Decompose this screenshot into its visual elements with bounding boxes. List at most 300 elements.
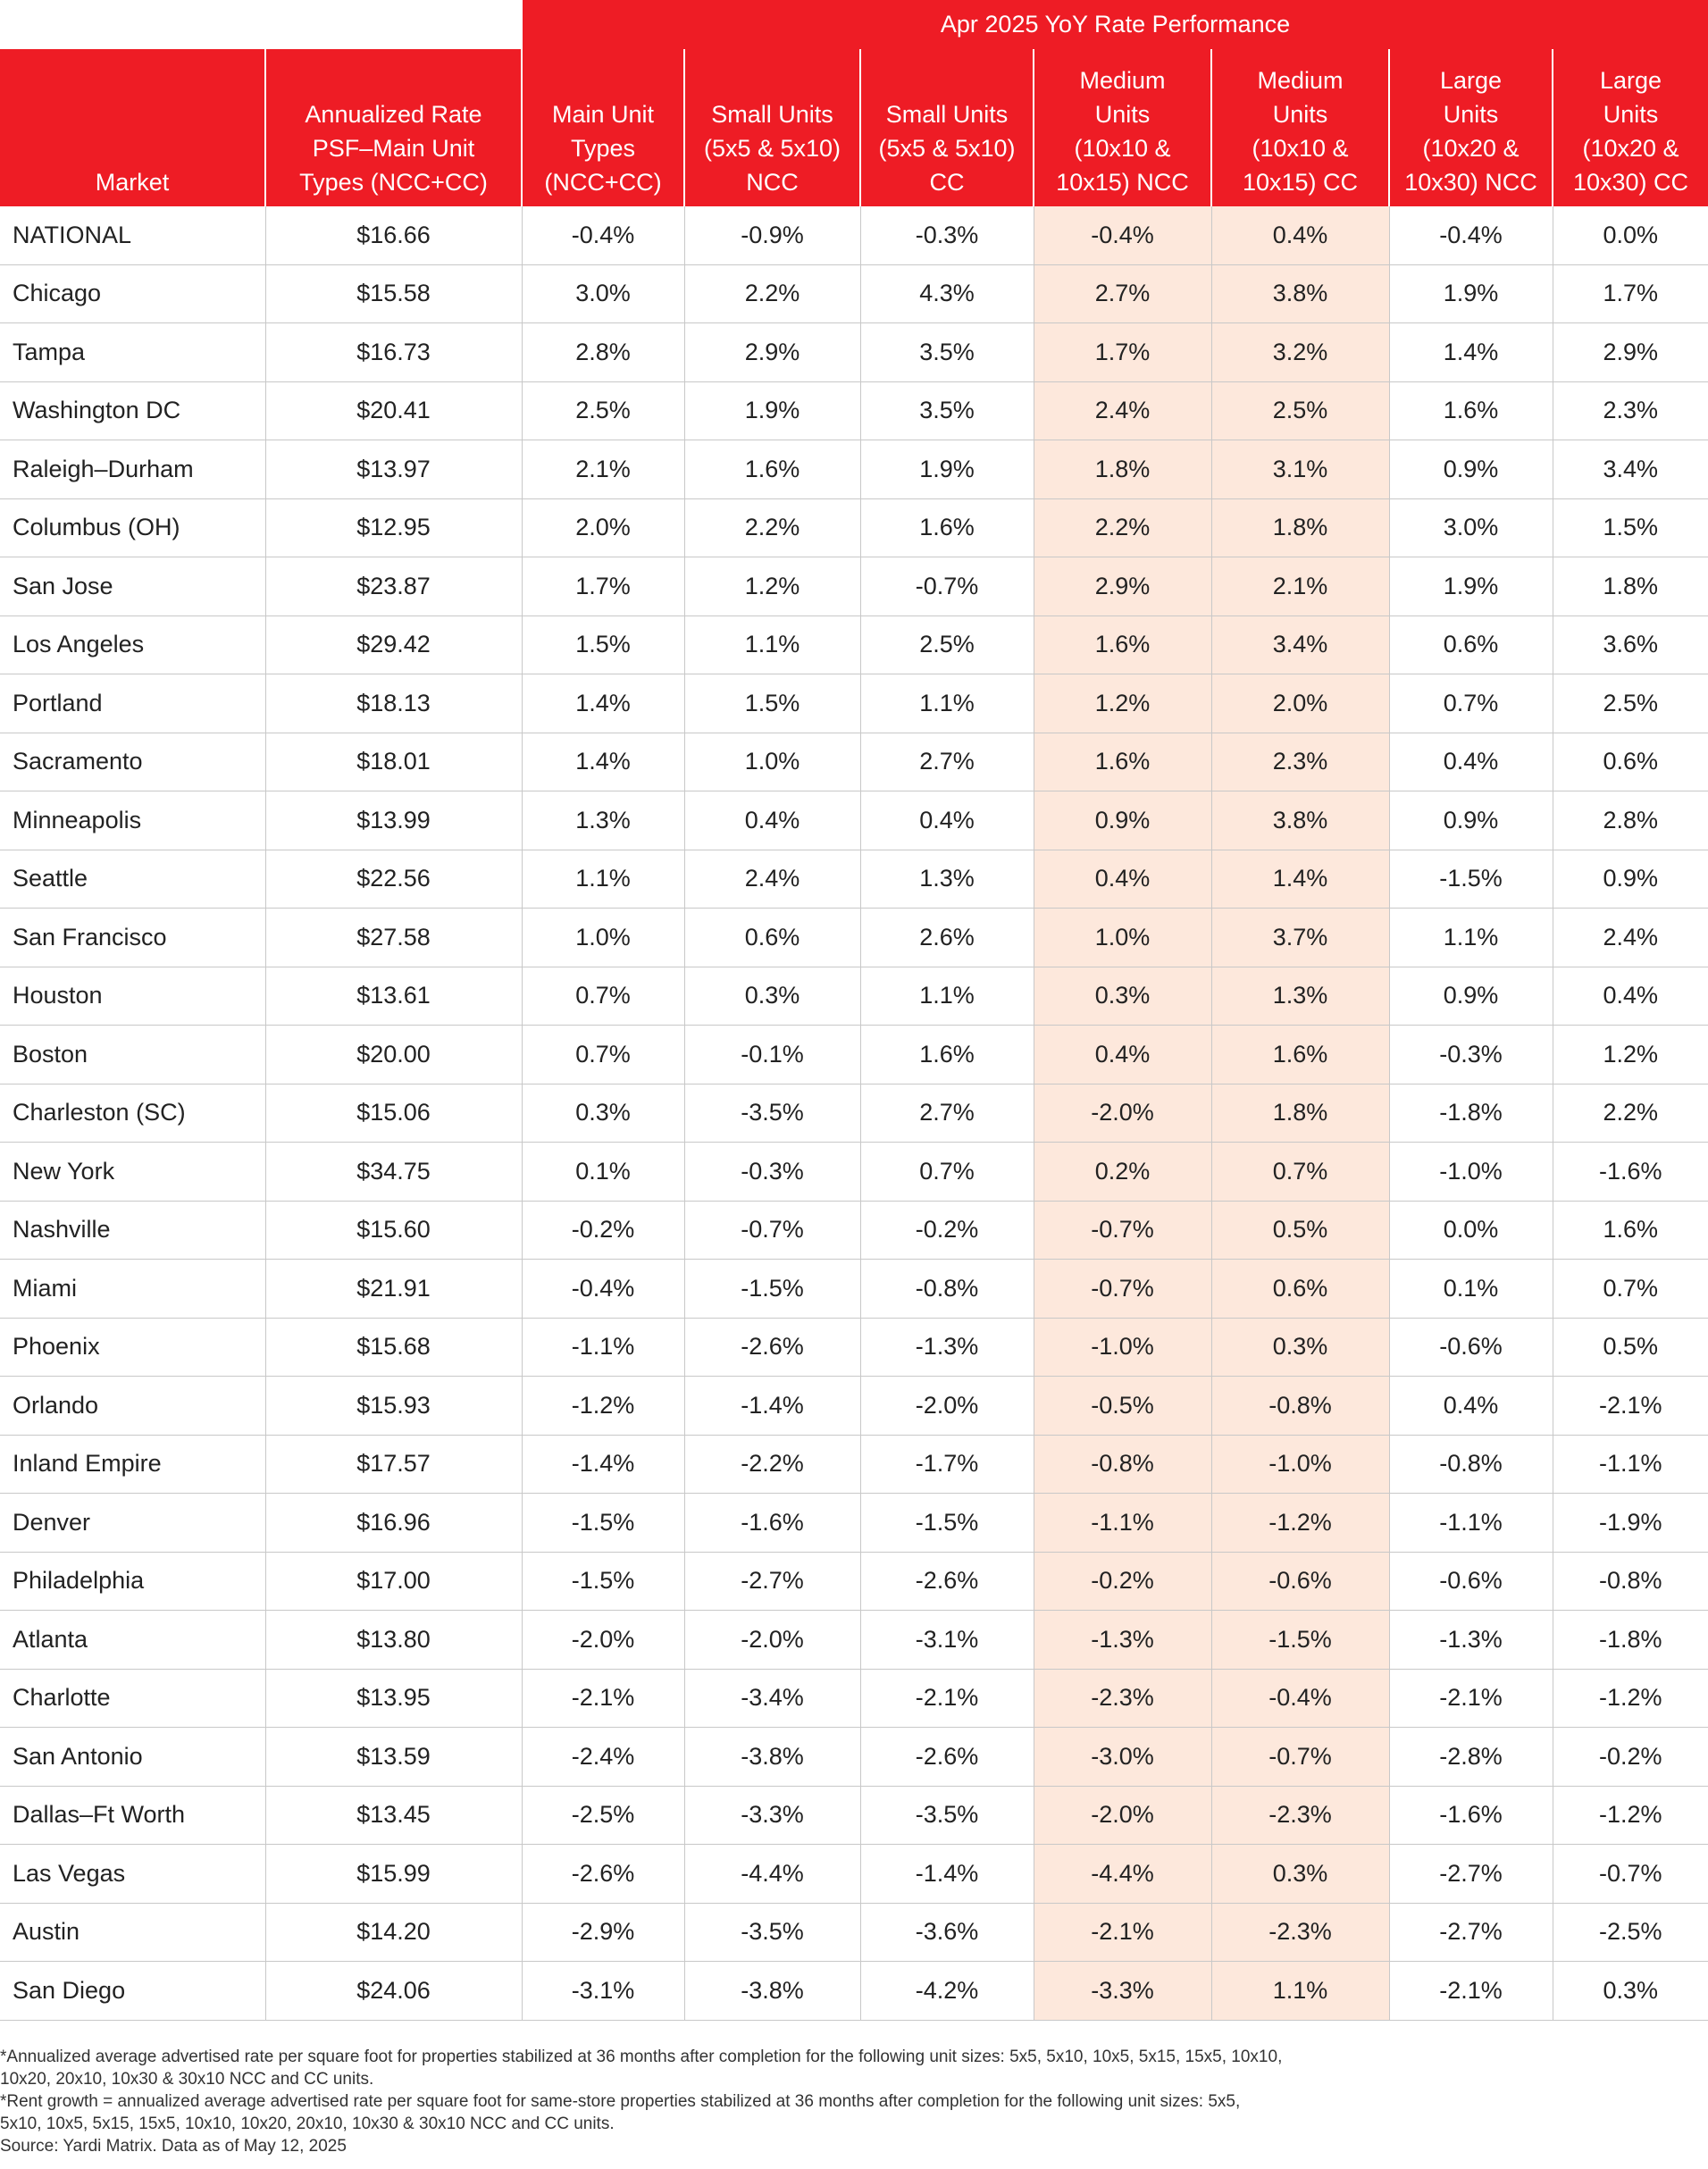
- table-row: [0, 323, 1708, 382]
- market-name-cell: Dallas–Ft Worth: [0, 1786, 265, 1845]
- value-cell: -1.6%: [1389, 1786, 1553, 1845]
- value-cell: $15.99: [265, 1845, 522, 1904]
- market-name-cell: Phoenix: [0, 1318, 265, 1377]
- column-header-4: Small Units (5x5 & 5x10) CC: [860, 49, 1034, 206]
- value-cell: -1.1%: [1389, 1494, 1553, 1553]
- value-cell: -0.8%: [860, 1260, 1034, 1319]
- value-cell: 3.5%: [860, 381, 1034, 440]
- value-cell: 1.5%: [1553, 498, 1708, 557]
- market-name-cell: Houston: [0, 967, 265, 1026]
- value-cell: 1.5%: [684, 674, 860, 733]
- market-name-cell: Miami: [0, 1260, 265, 1319]
- value-cell: -1.3%: [860, 1318, 1034, 1377]
- value-cell: -3.8%: [684, 1962, 860, 2021]
- value-cell: 1.6%: [860, 1026, 1034, 1084]
- value-cell: 2.2%: [684, 264, 860, 323]
- value-cell: $18.01: [265, 733, 522, 791]
- value-cell: -0.8%: [1553, 1552, 1708, 1611]
- value-cell: -2.2%: [684, 1435, 860, 1494]
- value-cell: -2.0%: [522, 1611, 684, 1670]
- value-cell: -1.5%: [1389, 850, 1553, 909]
- table-row: [0, 1318, 1708, 1377]
- value-cell: -2.3%: [1211, 1786, 1389, 1845]
- table-row: [0, 1669, 1708, 1728]
- value-cell: 1.3%: [1211, 967, 1389, 1026]
- value-cell: 0.0%: [1553, 206, 1708, 264]
- value-cell: 1.4%: [1211, 850, 1389, 909]
- value-cell: 1.6%: [860, 498, 1034, 557]
- market-name-cell: Orlando: [0, 1377, 265, 1436]
- value-cell: 3.1%: [1211, 440, 1389, 499]
- value-cell: -2.6%: [684, 1318, 860, 1377]
- value-cell: -1.6%: [684, 1494, 860, 1553]
- value-cell: -2.1%: [522, 1669, 684, 1728]
- market-name-cell: Atlanta: [0, 1611, 265, 1670]
- market-name-cell: NATIONAL: [0, 206, 265, 264]
- market-name-cell: New York: [0, 1143, 265, 1202]
- value-cell: -1.2%: [1553, 1786, 1708, 1845]
- value-cell: -2.6%: [860, 1728, 1034, 1787]
- footnotes: [0, 2046, 1697, 2157]
- value-cell: 0.7%: [1211, 1143, 1389, 1202]
- value-cell: 2.4%: [1553, 909, 1708, 967]
- value-cell: 2.1%: [1211, 557, 1389, 616]
- value-cell: 0.6%: [1211, 1260, 1389, 1319]
- value-cell: 0.4%: [860, 791, 1034, 850]
- value-cell: $20.00: [265, 1026, 522, 1084]
- value-cell: -0.2%: [860, 1201, 1034, 1260]
- value-cell: 0.7%: [522, 1026, 684, 1084]
- value-cell: 1.0%: [1034, 909, 1211, 967]
- value-cell: 2.2%: [1553, 1084, 1708, 1143]
- column-header-3: Small Units (5x5 & 5x10) NCC: [684, 49, 860, 206]
- market-name-cell: Nashville: [0, 1201, 265, 1260]
- value-cell: -0.6%: [1389, 1552, 1553, 1611]
- value-cell: 3.8%: [1211, 264, 1389, 323]
- value-cell: -1.5%: [684, 1260, 860, 1319]
- value-cell: 2.5%: [1211, 381, 1389, 440]
- value-cell: $17.57: [265, 1435, 522, 1494]
- table-row: [0, 557, 1708, 616]
- value-cell: -0.4%: [1034, 206, 1211, 264]
- footnote-rent-growth: *Rent growth = annualized average advertised rate per square foot for same-store properties stabilized at 36 months after completion for the following unit sizes: 5x5, 5x10, 10x5, 5x15, 15x5, 10x10, 10x20, 20x10, 10x30 & 30x10 NCC and CC units.: [0, 2092, 1241, 2133]
- market-name-cell: Charlotte: [0, 1669, 265, 1728]
- value-cell: $22.56: [265, 850, 522, 909]
- value-cell: 1.9%: [1389, 264, 1553, 323]
- table-row: [0, 498, 1708, 557]
- value-cell: -0.5%: [1034, 1377, 1211, 1436]
- value-cell: 0.9%: [1389, 967, 1553, 1026]
- market-name-cell: Minneapolis: [0, 791, 265, 850]
- value-cell: -3.4%: [684, 1669, 860, 1728]
- value-cell: $20.41: [265, 381, 522, 440]
- value-cell: -0.7%: [1034, 1260, 1211, 1319]
- value-cell: 1.2%: [1553, 1026, 1708, 1084]
- value-cell: 3.7%: [1211, 909, 1389, 967]
- value-cell: -2.5%: [1553, 1903, 1708, 1962]
- market-name-cell: Sacramento: [0, 733, 265, 791]
- column-header-1: Annualized Rate PSF–Main Unit Types (NCC+CC): [265, 49, 522, 206]
- market-name-cell: Philadelphia: [0, 1552, 265, 1611]
- value-cell: 2.7%: [1034, 264, 1211, 323]
- value-cell: -1.0%: [1034, 1318, 1211, 1377]
- value-cell: 0.4%: [684, 791, 860, 850]
- value-cell: -2.1%: [860, 1669, 1034, 1728]
- value-cell: -1.3%: [1034, 1611, 1211, 1670]
- market-name-cell: San Antonio: [0, 1728, 265, 1787]
- value-cell: -0.7%: [860, 557, 1034, 616]
- value-cell: 0.9%: [1389, 440, 1553, 499]
- table-row: [0, 1435, 1708, 1494]
- market-name-cell: Portland: [0, 674, 265, 733]
- value-cell: 1.7%: [1553, 264, 1708, 323]
- value-cell: $24.06: [265, 1962, 522, 2021]
- value-cell: 1.6%: [1034, 733, 1211, 791]
- table-row: [0, 1143, 1708, 1202]
- market-name-cell: San Diego: [0, 1962, 265, 2021]
- table-body: [0, 206, 1708, 2020]
- value-cell: 0.7%: [860, 1143, 1034, 1202]
- value-cell: -3.6%: [860, 1903, 1034, 1962]
- value-cell: 1.9%: [684, 381, 860, 440]
- value-cell: -1.9%: [1553, 1494, 1708, 1553]
- value-cell: -1.2%: [522, 1377, 684, 1436]
- value-cell: 1.1%: [860, 967, 1034, 1026]
- value-cell: -0.2%: [1034, 1552, 1211, 1611]
- column-header-8: Large Units (10x20 & 10x30) CC: [1553, 49, 1708, 206]
- value-cell: 1.8%: [1034, 440, 1211, 499]
- market-name-cell: Inland Empire: [0, 1435, 265, 1494]
- value-cell: -1.2%: [1211, 1494, 1389, 1553]
- value-cell: -3.5%: [860, 1786, 1034, 1845]
- value-cell: -0.4%: [522, 206, 684, 264]
- value-cell: $17.00: [265, 1552, 522, 1611]
- table-row: [0, 1494, 1708, 1553]
- value-cell: 2.0%: [1211, 674, 1389, 733]
- value-cell: -2.3%: [1034, 1669, 1211, 1728]
- value-cell: 1.4%: [522, 674, 684, 733]
- value-cell: 1.1%: [684, 616, 860, 674]
- value-cell: 1.2%: [1034, 674, 1211, 733]
- value-cell: 2.5%: [1553, 674, 1708, 733]
- value-cell: 0.3%: [684, 967, 860, 1026]
- value-cell: 1.9%: [1389, 557, 1553, 616]
- value-cell: -2.6%: [522, 1845, 684, 1904]
- column-header-5: Medium Units (10x10 & 10x15) NCC: [1034, 49, 1211, 206]
- value-cell: 1.5%: [522, 616, 684, 674]
- value-cell: $27.58: [265, 909, 522, 967]
- value-cell: $13.99: [265, 791, 522, 850]
- table-row: [0, 1845, 1708, 1904]
- market-name-cell: Boston: [0, 1026, 265, 1084]
- value-cell: -2.1%: [1553, 1377, 1708, 1436]
- value-cell: -0.8%: [1211, 1377, 1389, 1436]
- value-cell: 1.6%: [1034, 616, 1211, 674]
- table-row: [0, 381, 1708, 440]
- value-cell: 0.4%: [1034, 850, 1211, 909]
- value-cell: -1.7%: [860, 1435, 1034, 1494]
- value-cell: -1.4%: [860, 1845, 1034, 1904]
- value-cell: -1.5%: [522, 1552, 684, 1611]
- value-cell: 0.5%: [1553, 1318, 1708, 1377]
- table-row: [0, 733, 1708, 791]
- value-cell: 1.3%: [522, 791, 684, 850]
- market-name-cell: Tampa: [0, 323, 265, 382]
- value-cell: 0.9%: [1553, 850, 1708, 909]
- value-cell: 2.2%: [684, 498, 860, 557]
- value-cell: -1.5%: [522, 1494, 684, 1553]
- value-cell: 1.9%: [860, 440, 1034, 499]
- value-cell: 0.9%: [1034, 791, 1211, 850]
- value-cell: 1.0%: [522, 909, 684, 967]
- value-cell: $29.42: [265, 616, 522, 674]
- value-cell: 0.7%: [1553, 1260, 1708, 1319]
- value-cell: -0.6%: [1211, 1552, 1389, 1611]
- value-cell: -2.0%: [684, 1611, 860, 1670]
- value-cell: 1.6%: [1553, 1201, 1708, 1260]
- value-cell: $16.96: [265, 1494, 522, 1553]
- value-cell: 3.6%: [1553, 616, 1708, 674]
- value-cell: 1.0%: [684, 733, 860, 791]
- value-cell: -4.2%: [860, 1962, 1034, 2021]
- column-header-7: Large Units (10x20 & 10x30) NCC: [1389, 49, 1553, 206]
- value-cell: $13.95: [265, 1669, 522, 1728]
- value-cell: 1.8%: [1211, 498, 1389, 557]
- table-row: [0, 1377, 1708, 1436]
- value-cell: 0.2%: [1034, 1143, 1211, 1202]
- value-cell: 3.5%: [860, 323, 1034, 382]
- value-cell: $12.95: [265, 498, 522, 557]
- value-cell: -2.0%: [860, 1377, 1034, 1436]
- value-cell: 1.1%: [1211, 1962, 1389, 2021]
- value-cell: 1.4%: [1389, 323, 1553, 382]
- value-cell: 0.4%: [1553, 967, 1708, 1026]
- column-header-2: Main Unit Types (NCC+CC): [522, 49, 684, 206]
- market-name-cell: Charleston (SC): [0, 1084, 265, 1143]
- table-row: [0, 674, 1708, 733]
- value-cell: -0.1%: [684, 1026, 860, 1084]
- market-name-cell: Denver: [0, 1494, 265, 1553]
- value-cell: 0.4%: [1389, 1377, 1553, 1436]
- market-name-cell: San Jose: [0, 557, 265, 616]
- value-cell: -3.0%: [1034, 1728, 1211, 1787]
- value-cell: -0.7%: [1553, 1845, 1708, 1904]
- value-cell: 1.1%: [860, 674, 1034, 733]
- value-cell: 0.3%: [522, 1084, 684, 1143]
- value-cell: 0.4%: [1211, 206, 1389, 264]
- value-cell: 2.9%: [1553, 323, 1708, 382]
- value-cell: $34.75: [265, 1143, 522, 1202]
- value-cell: 2.7%: [860, 733, 1034, 791]
- value-cell: -1.8%: [1553, 1611, 1708, 1670]
- value-cell: 0.6%: [1389, 616, 1553, 674]
- table-row: [0, 967, 1708, 1026]
- table-row: [0, 1786, 1708, 1845]
- value-cell: 0.4%: [1034, 1026, 1211, 1084]
- value-cell: 2.5%: [522, 381, 684, 440]
- table-row: [0, 1201, 1708, 1260]
- value-cell: 4.3%: [860, 264, 1034, 323]
- value-cell: 2.7%: [860, 1084, 1034, 1143]
- market-name-cell: Chicago: [0, 264, 265, 323]
- value-cell: -1.2%: [1553, 1669, 1708, 1728]
- value-cell: 2.8%: [522, 323, 684, 382]
- value-cell: -0.2%: [1553, 1728, 1708, 1787]
- value-cell: -3.5%: [684, 1084, 860, 1143]
- market-name-cell: San Francisco: [0, 909, 265, 967]
- value-cell: -3.3%: [1034, 1962, 1211, 2021]
- value-cell: 0.9%: [1389, 791, 1553, 850]
- value-cell: -1.0%: [1389, 1143, 1553, 1202]
- value-cell: 1.7%: [522, 557, 684, 616]
- table-row: [0, 1026, 1708, 1084]
- value-cell: $13.80: [265, 1611, 522, 1670]
- table-row: [0, 1552, 1708, 1611]
- value-cell: 2.4%: [1034, 381, 1211, 440]
- value-cell: -2.7%: [684, 1552, 860, 1611]
- value-cell: 2.2%: [1034, 498, 1211, 557]
- value-cell: 1.2%: [684, 557, 860, 616]
- value-cell: -1.6%: [1553, 1143, 1708, 1202]
- table-row: [0, 1260, 1708, 1319]
- value-cell: -2.7%: [1389, 1845, 1553, 1904]
- value-cell: 2.4%: [684, 850, 860, 909]
- market-name-cell: Seattle: [0, 850, 265, 909]
- value-cell: -1.4%: [522, 1435, 684, 1494]
- value-cell: 2.3%: [1211, 733, 1389, 791]
- value-cell: -3.5%: [684, 1903, 860, 1962]
- value-cell: 2.5%: [860, 616, 1034, 674]
- value-cell: $13.59: [265, 1728, 522, 1787]
- value-cell: $15.93: [265, 1377, 522, 1436]
- value-cell: 0.4%: [1389, 733, 1553, 791]
- value-cell: 2.9%: [1034, 557, 1211, 616]
- value-cell: -2.1%: [1034, 1903, 1211, 1962]
- value-cell: 3.2%: [1211, 323, 1389, 382]
- value-cell: -0.7%: [684, 1201, 860, 1260]
- value-cell: $16.66: [265, 206, 522, 264]
- table-title: Apr 2025 YoY Rate Performance: [522, 0, 1708, 49]
- value-cell: -1.4%: [684, 1377, 860, 1436]
- table-row: [0, 440, 1708, 499]
- value-cell: $15.06: [265, 1084, 522, 1143]
- value-cell: 2.3%: [1553, 381, 1708, 440]
- value-cell: $13.97: [265, 440, 522, 499]
- value-cell: -1.1%: [522, 1318, 684, 1377]
- value-cell: -1.8%: [1389, 1084, 1553, 1143]
- table-row: [0, 791, 1708, 850]
- value-cell: 0.0%: [1389, 1201, 1553, 1260]
- table-row: [0, 206, 1708, 264]
- value-cell: -0.3%: [860, 206, 1034, 264]
- value-cell: 0.7%: [1389, 674, 1553, 733]
- value-cell: 3.4%: [1211, 616, 1389, 674]
- value-cell: -3.3%: [684, 1786, 860, 1845]
- value-cell: $15.58: [265, 264, 522, 323]
- value-cell: -0.6%: [1389, 1318, 1553, 1377]
- value-cell: $15.60: [265, 1201, 522, 1260]
- value-cell: -2.4%: [522, 1728, 684, 1787]
- value-cell: -1.5%: [860, 1494, 1034, 1553]
- value-cell: 2.9%: [684, 323, 860, 382]
- market-name-cell: Washington DC: [0, 381, 265, 440]
- value-cell: $15.68: [265, 1318, 522, 1377]
- value-cell: $21.91: [265, 1260, 522, 1319]
- market-name-cell: Austin: [0, 1903, 265, 1962]
- value-cell: 2.0%: [522, 498, 684, 557]
- group-header-row: [0, 0, 1708, 49]
- table-row: [0, 909, 1708, 967]
- value-cell: 0.1%: [1389, 1260, 1553, 1319]
- value-cell: $13.45: [265, 1786, 522, 1845]
- value-cell: 1.4%: [522, 733, 684, 791]
- value-cell: -2.3%: [1211, 1903, 1389, 1962]
- value-cell: 0.3%: [1553, 1962, 1708, 2021]
- value-cell: 1.6%: [684, 440, 860, 499]
- value-cell: 2.1%: [522, 440, 684, 499]
- value-cell: -0.4%: [1211, 1669, 1389, 1728]
- group-header-blank: [0, 0, 522, 49]
- market-name-cell: Columbus (OH): [0, 498, 265, 557]
- value-cell: 1.1%: [1389, 909, 1553, 967]
- source-note: Source: Yardi Matrix. Data as of May 12, 2025: [0, 2137, 347, 2156]
- value-cell: 1.8%: [1553, 557, 1708, 616]
- value-cell: 0.5%: [1211, 1201, 1389, 1260]
- table-row: [0, 850, 1708, 909]
- value-cell: 2.8%: [1553, 791, 1708, 850]
- value-cell: -3.1%: [860, 1611, 1034, 1670]
- value-cell: $23.87: [265, 557, 522, 616]
- value-cell: -3.1%: [522, 1962, 684, 2021]
- column-header-market: Market: [0, 49, 265, 206]
- value-cell: 0.6%: [1553, 733, 1708, 791]
- value-cell: 1.6%: [1211, 1026, 1389, 1084]
- value-cell: -4.4%: [1034, 1845, 1211, 1904]
- market-name-cell: Las Vegas: [0, 1845, 265, 1904]
- value-cell: -0.9%: [684, 206, 860, 264]
- value-cell: 0.7%: [522, 967, 684, 1026]
- value-cell: -4.4%: [684, 1845, 860, 1904]
- value-cell: 0.3%: [1034, 967, 1211, 1026]
- value-cell: -1.1%: [1034, 1494, 1211, 1553]
- value-cell: $14.20: [265, 1903, 522, 1962]
- value-cell: -2.7%: [1389, 1903, 1553, 1962]
- value-cell: 3.0%: [1389, 498, 1553, 557]
- value-cell: 1.8%: [1211, 1084, 1389, 1143]
- value-cell: $18.13: [265, 674, 522, 733]
- value-cell: $13.61: [265, 967, 522, 1026]
- value-cell: -1.1%: [1553, 1435, 1708, 1494]
- column-header-row: [0, 49, 1708, 206]
- market-name-cell: Raleigh–Durham: [0, 440, 265, 499]
- table-row: [0, 1728, 1708, 1787]
- value-cell: 0.1%: [522, 1143, 684, 1202]
- table-row: [0, 1903, 1708, 1962]
- value-cell: -0.4%: [522, 1260, 684, 1319]
- value-cell: -1.0%: [1211, 1435, 1389, 1494]
- value-cell: -2.9%: [522, 1903, 684, 1962]
- market-name-cell: Los Angeles: [0, 616, 265, 674]
- value-cell: -2.8%: [1389, 1728, 1553, 1787]
- value-cell: -2.0%: [1034, 1084, 1211, 1143]
- value-cell: 3.4%: [1553, 440, 1708, 499]
- value-cell: 1.7%: [1034, 323, 1211, 382]
- table-row: [0, 1084, 1708, 1143]
- value-cell: -0.8%: [1389, 1435, 1553, 1494]
- value-cell: 1.1%: [522, 850, 684, 909]
- table-row: [0, 1611, 1708, 1670]
- value-cell: $16.73: [265, 323, 522, 382]
